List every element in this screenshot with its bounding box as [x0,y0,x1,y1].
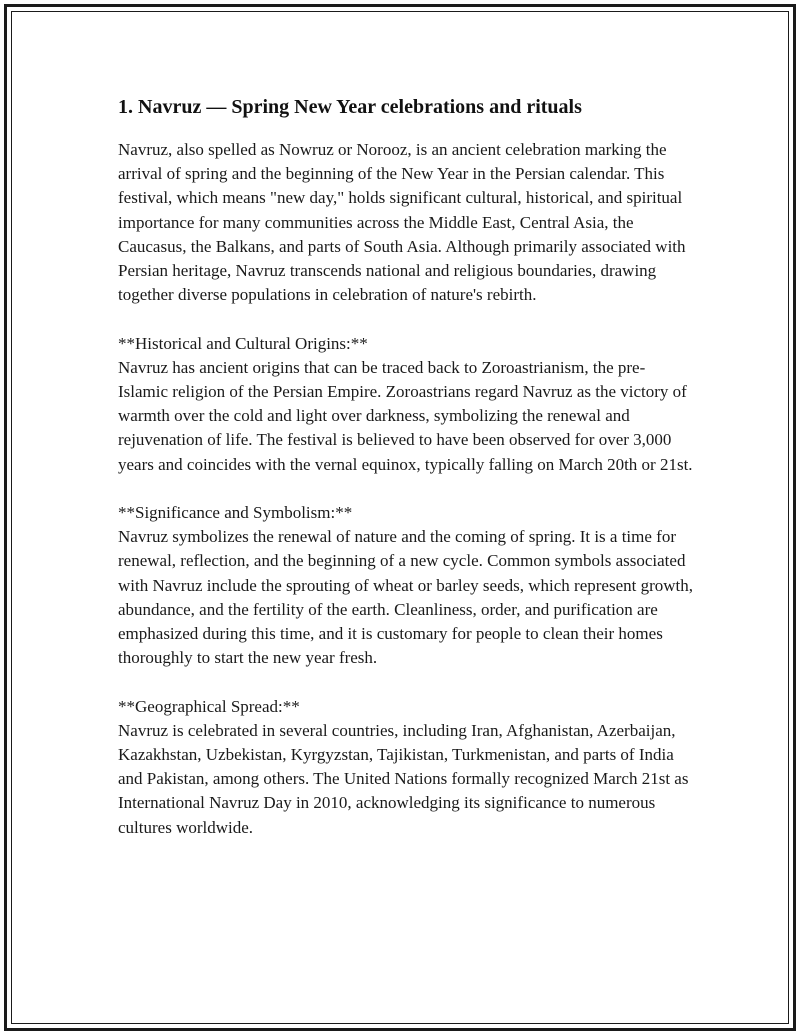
section-heading: **Geographical Spread:** [118,696,300,716]
section-significance-symbolism [118,501,693,670]
section-paragraph: Navruz symbolizes the renewal of nature and the coming of spring. It is a time for renewal, reflection, and the beginning of a new cycle. Common symbols associated with Navruz include the sprouting of wheat or barley seeds, which represent growth, abundance, and the fertility of the earth. Cleanliness, order, and purification are emphasized during this time, and it is customary for people to clean their homes thoroughly to start the new year fresh. [118,527,693,668]
intro-paragraph: Navruz, also spelled as Nowruz or Norooz, is an ancient celebration marking the arrival of spring and the beginning of the New Year in the Persian calendar. This festival, which means "new day," holds significant cultural, historical, and spiritual importance for many communities across the Middle East, Central Asia, the Caucasus, the Balkans, and parts of South Asia. Although primarily associated with Persian heritage, Navruz transcends national and religious boundaries, drawing together diverse populations in celebration of nature's rebirth. [118,140,686,305]
section-historical-origins [118,332,693,477]
section-paragraph: Navruz has ancient origins that can be traced back to Zoroastrianism, the pre-Islamic religion of the Persian Empire. Zoroastrians regard Navruz as the victory of warmth over the cold and light over darkness, symbolizing the renewal and rejuvenation of life. The festival is believed to have been observed for over 3,000 years and coincides with the vernal equinox, typically falling on March 20th or 21st. [118,357,693,474]
section-geographical-spread [118,695,693,840]
intro-block [118,138,693,307]
document-title: 1. Navruz — Spring New Year celebrations and rituals [118,96,582,118]
section-heading: **Significance and Symbolism:** [118,503,353,523]
section-paragraph: Navruz is celebrated in several countries, including Iran, Afghanistan, Azerbaijan, Kazakhstan, Uzbekistan, Kyrgyzstan, Tajikistan, Turkmenistan, and parts of India and Pakistan, among others. The United Nations formally recognized March 21st as International Navruz Day in 2010, acknowledging its significance to numerous cultures worldwide. [118,720,689,837]
section-heading: **Historical and Cultural Origins:** [118,333,368,353]
document-body [118,94,693,864]
